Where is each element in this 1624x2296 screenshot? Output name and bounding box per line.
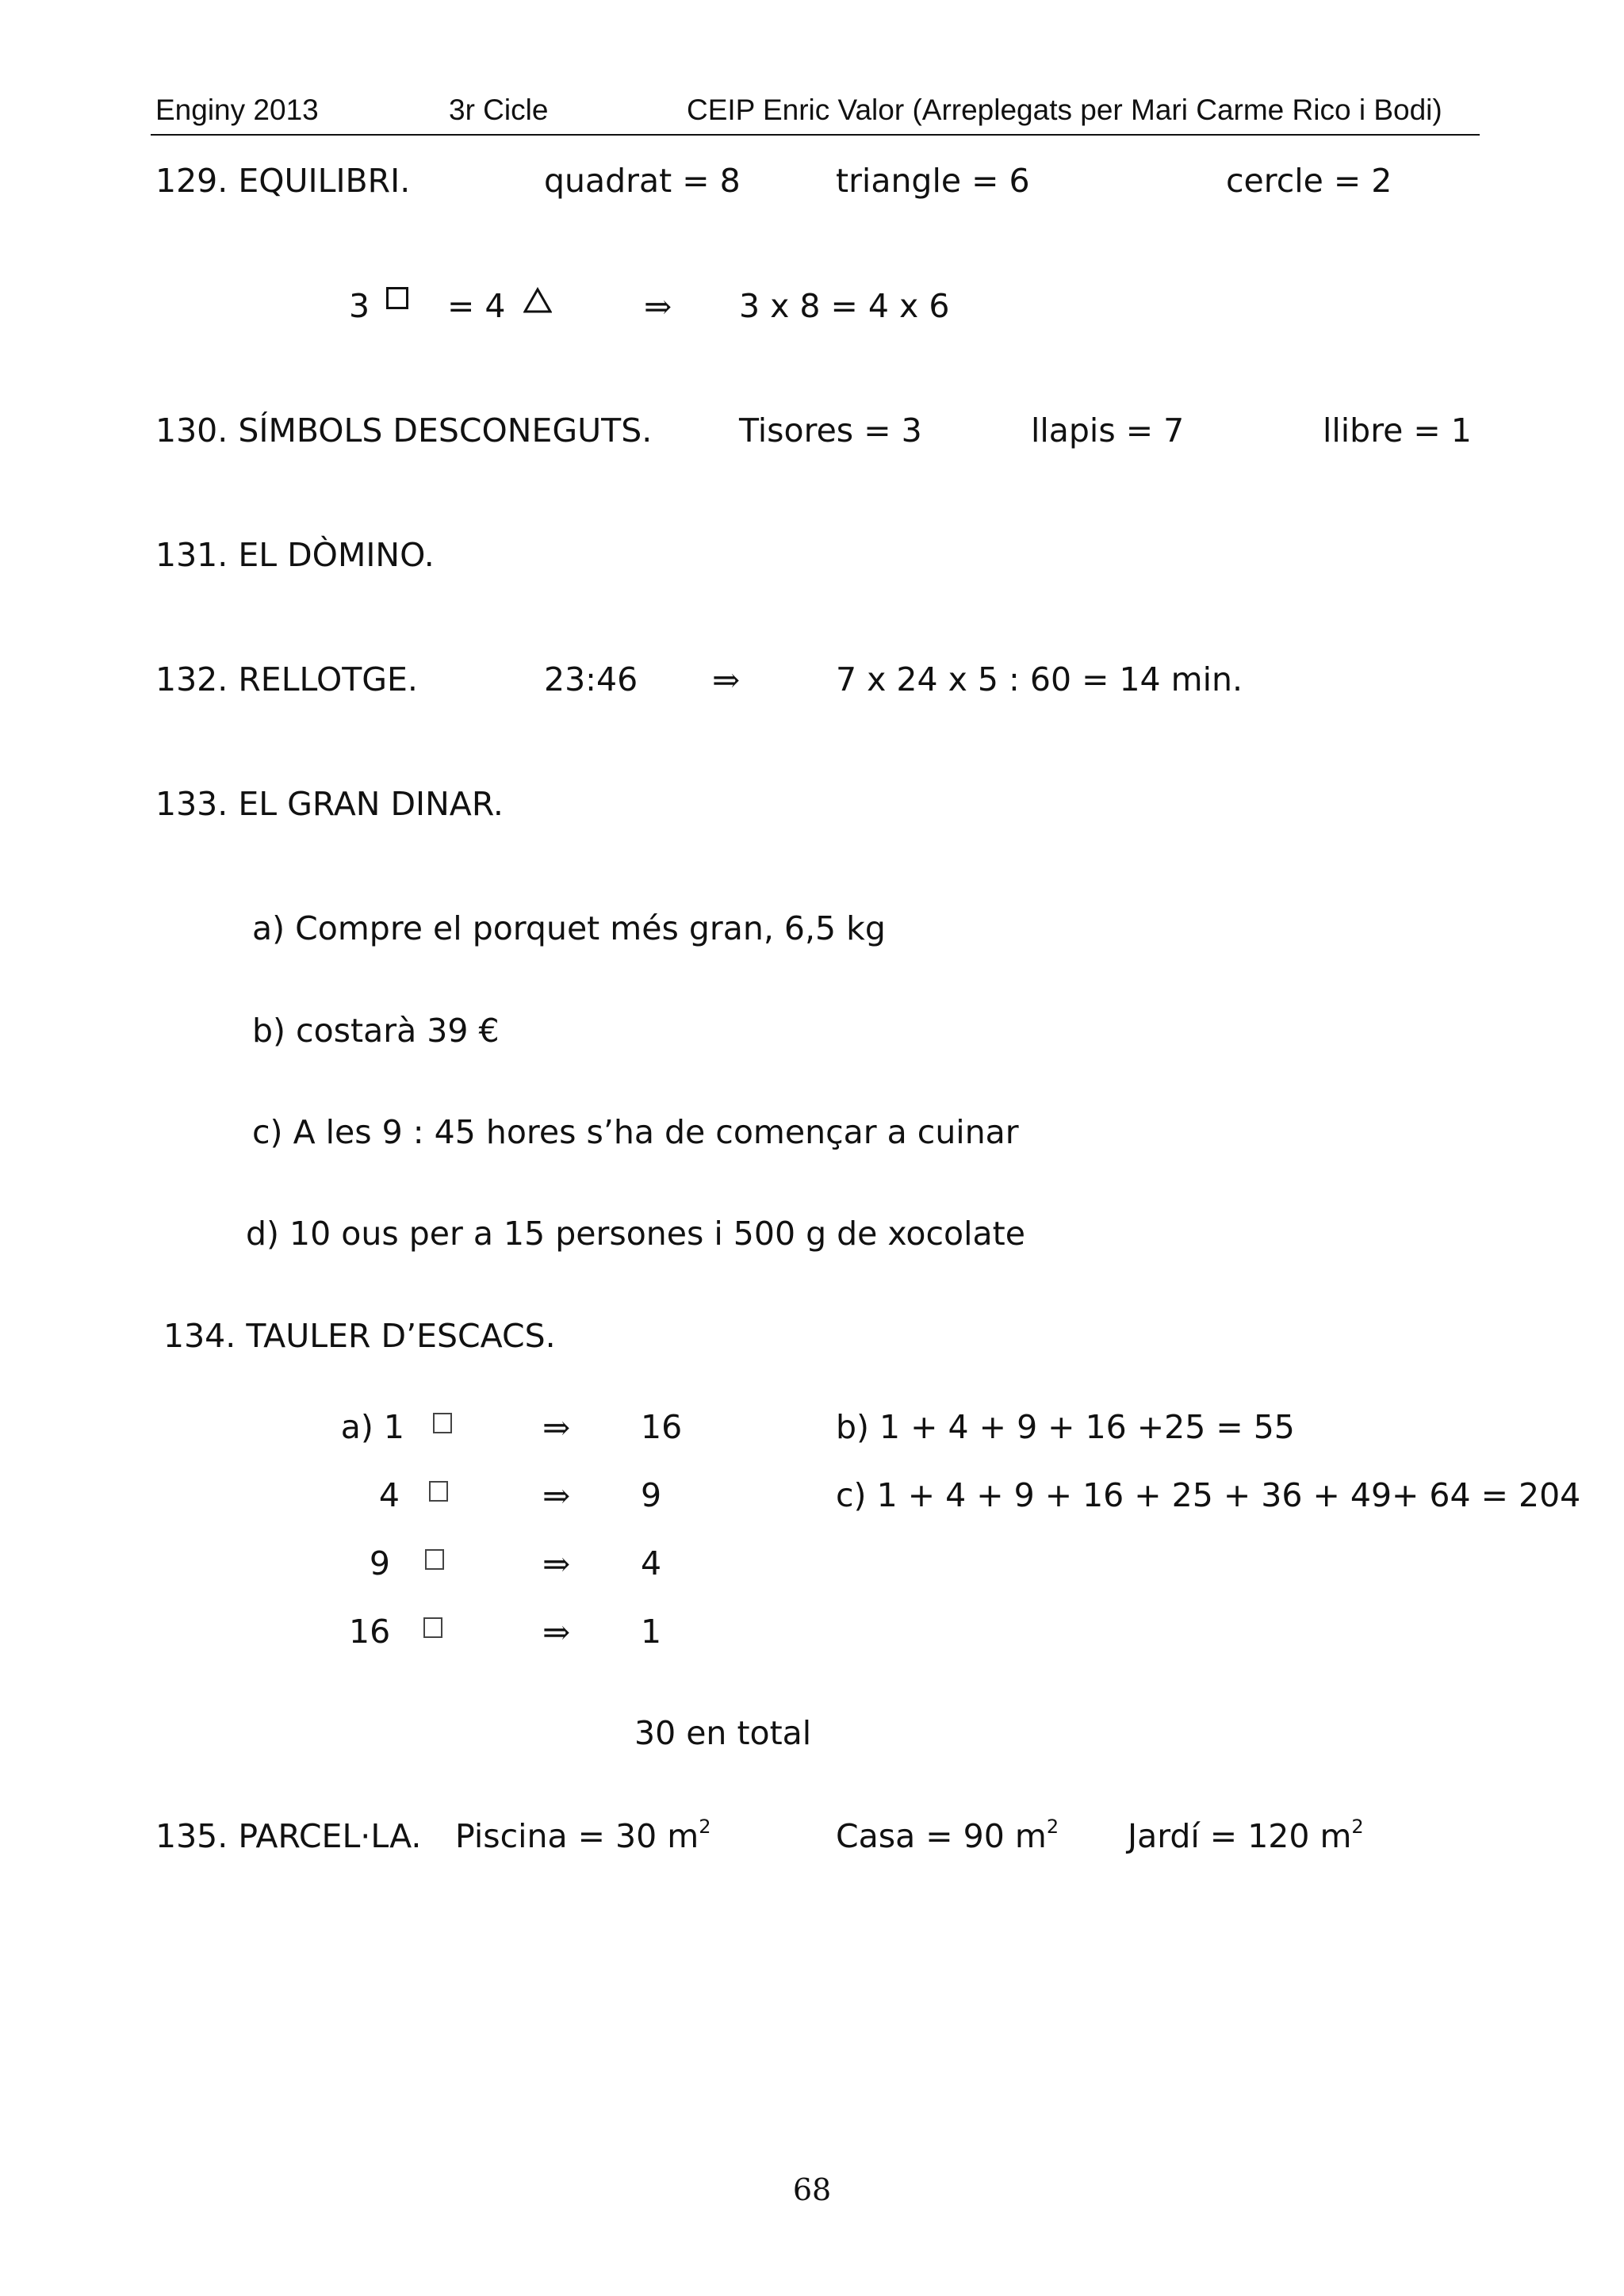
problem-134-size-1: a) 1 [340, 1408, 404, 1446]
problem-134-total: 30 en total [634, 1714, 812, 1752]
problem-134-arrow-1: ⇒ [542, 1408, 571, 1447]
squared-exponent: 2 [699, 1816, 711, 1838]
problem-134-count-4: 1 [641, 1613, 662, 1651]
problem-133-answer-b: b) costarà 39 € [252, 1012, 500, 1050]
problem-132-calculation: 7 x 24 x 5 : 60 = 14 min. [836, 660, 1243, 698]
problem-129-triangle-value: triangle = 6 [836, 162, 1030, 200]
problem-135-house [836, 1816, 1059, 1855]
problem-130-title: 130. SÍMBOLS DESCONEGUTS. [155, 411, 653, 450]
problem-129-equals: = 4 [447, 287, 506, 325]
problem-134-answer-c: c) 1 + 4 + 9 + 16 + 25 + 36 + 49+ 64 = 204 [836, 1476, 1581, 1514]
header-left: Enginy 2013 [155, 94, 319, 126]
problem-130-scissors-value: Tisores = 3 [739, 411, 922, 450]
problem-134-arrow-4: ⇒ [542, 1613, 571, 1651]
problem-133-answer-c: c) A les 9 : 45 hores s’ha de començar a cuinar [252, 1113, 1019, 1151]
problem-134-size-2: 4 [378, 1476, 400, 1514]
problem-129-title: 129. EQUILIBRI. [155, 162, 411, 200]
problem-132-arrow: ⇒ [712, 660, 741, 699]
problem-133-title: 133. EL GRAN DINAR. [155, 785, 504, 823]
header-rule [151, 134, 1480, 136]
problem-132-title: 132. RELLOTGE. [155, 660, 418, 698]
problem-134-answer-b: b) 1 + 4 + 9 + 16 +25 = 55 [836, 1408, 1295, 1446]
problem-129-result: 3 x 8 = 4 x 6 [739, 287, 950, 325]
problem-131-title: 131. EL DÒMINO. [155, 536, 435, 574]
problem-133-answer-d: d) 10 ous per a 15 persones i 500 g de xocolate [246, 1215, 1025, 1253]
problem-133-answer-a: a) Compre el porquet més gran, 6,5 kg [252, 909, 886, 947]
problem-134-size-4: 16 [349, 1613, 391, 1651]
triangle-icon [523, 287, 552, 314]
problem-135-garden [1128, 1816, 1364, 1855]
page-number: 68 [792, 2172, 832, 2207]
problem-134-arrow-3: ⇒ [542, 1544, 571, 1583]
square-icon [433, 1413, 452, 1433]
problem-129-arrow: ⇒ [644, 287, 672, 326]
problem-134-count-3: 4 [641, 1544, 662, 1582]
problem-135-garden-text: Jardí = 120 m [1128, 1817, 1352, 1855]
square-icon [425, 1549, 444, 1570]
problem-130-pencil-value: llapis = 7 [1031, 411, 1185, 450]
square-icon [423, 1617, 442, 1638]
square-icon [386, 287, 408, 309]
problem-132-time: 23:46 [544, 660, 638, 698]
problem-135-house-text: Casa = 90 m [836, 1817, 1047, 1855]
header-right: CEIP Enric Valor (Arreplegats per Mari Carme Rico i Bodi) [687, 94, 1442, 126]
squared-exponent: 2 [1046, 1816, 1059, 1838]
problem-129-square-value: quadrat = 8 [544, 162, 741, 200]
problem-135-title: 135. PARCEL·LA. [155, 1817, 422, 1855]
problem-134-arrow-2: ⇒ [542, 1476, 571, 1515]
problem-135-pool [455, 1816, 711, 1855]
problem-129-lhs-number: 3 [349, 287, 370, 325]
problem-135-pool-text: Piscina = 30 m [455, 1817, 699, 1855]
square-icon [429, 1481, 448, 1502]
problem-134-size-3: 9 [369, 1544, 390, 1582]
squared-exponent: 2 [1351, 1816, 1364, 1838]
problem-130-book-value: llibre = 1 [1323, 411, 1472, 450]
problem-134-count-2: 9 [641, 1476, 662, 1514]
problem-134-count-1: 16 [641, 1408, 683, 1446]
problem-134-title: 134. TAULER D’ESCACS. [163, 1317, 556, 1355]
header-middle: 3r Cicle [449, 94, 549, 126]
problem-129-circle-value: cercle = 2 [1226, 162, 1392, 200]
